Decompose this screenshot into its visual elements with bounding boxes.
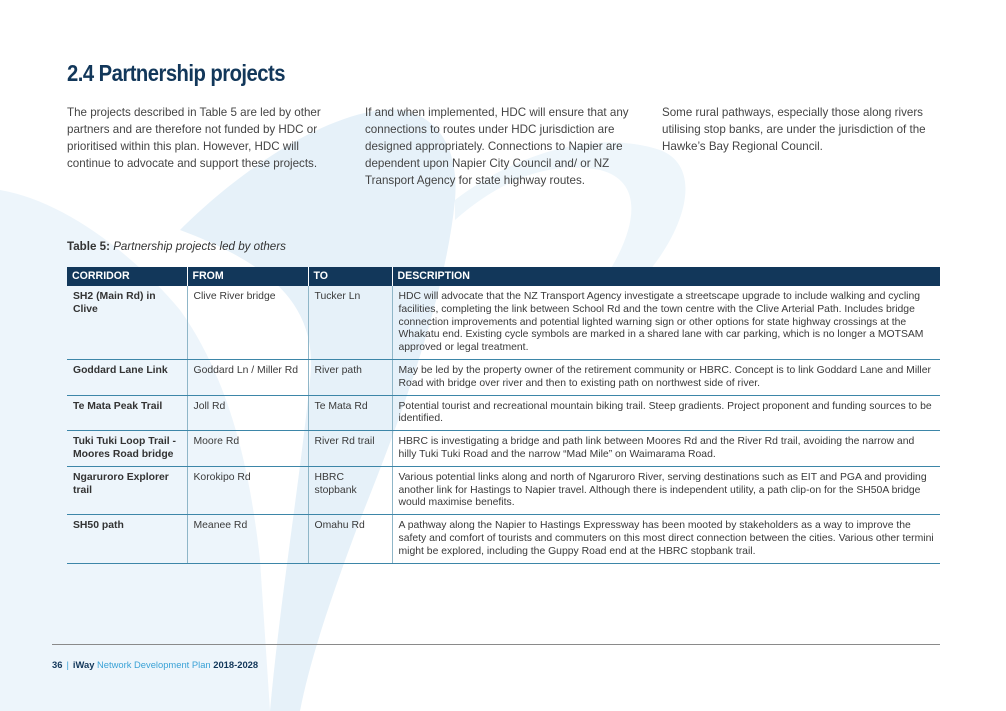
intro-paragraph-2: If and when implemented, HDC will ensure that any connections to routes under HDC jurisdiction are designed appropriately. Connections to Napier are dependent upon Napier City Council and/ or NZ Transport Agency for state highway routes. <box>365 106 629 187</box>
cell-description: HDC will advocate that the NZ Transport Agency investigate a streetscape upgrade to include walking and cycling facilities, completing the link between School Rd and the town centre with the Clive Arterial Path. Includes bridge connection improvements and potential lighted warning sign or other options for state highway crossings at the Whakatu end. Existing cycle symbols are marked in a shared lane with car parking, which is no longer a MOTSAM approved or legal treatment. <box>392 286 940 359</box>
cell-from: Moore Rd <box>187 431 308 467</box>
table-caption <box>67 240 286 253</box>
table-caption-text: Partnership projects led by others <box>113 240 286 253</box>
footer-separator: | <box>66 659 69 670</box>
cell-from: Clive River bridge <box>187 286 308 359</box>
cell-from: Meanee Rd <box>187 515 308 563</box>
table-row <box>67 359 940 395</box>
table-row <box>67 515 940 563</box>
cell-corridor: Ngaruroro Explorer trail <box>67 466 187 514</box>
table-row <box>67 395 940 431</box>
partnership-projects-table <box>67 267 940 564</box>
cell-description: May be led by the property owner of the retirement community or HBRC. Concept is to link Goddard Lane and Miller Road with bridge over river and then to existing path on northwest side of river. <box>392 359 940 395</box>
table-caption-label: Table 5: <box>67 240 110 253</box>
cell-to: HBRC stopbank <box>308 466 392 514</box>
section-heading: 2.4 Partnership projects <box>67 60 285 86</box>
cell-description: A pathway along the Napier to Hastings Expressway has been mooted by stakeholders as a way to improve the safety and comfort of tourists and commuters on this most direct connection between the cities. Various other termini might be explored, including the Guppy Road end at the HBRC stopbank trail. <box>392 515 940 563</box>
footer-divider <box>52 644 940 645</box>
cell-to: Tucker Ln <box>308 286 392 359</box>
intro-paragraph-3: Some rural pathways, especially those along rivers utilising stop banks, are under the jurisdiction of the Hawke’s Bay Regional Council. <box>662 106 926 153</box>
cell-to: Omahu Rd <box>308 515 392 563</box>
cell-corridor: Tuki Tuki Loop Trail - Moores Road bridge <box>67 431 187 467</box>
cell-from: Korokipo Rd <box>187 466 308 514</box>
cell-to: River Rd trail <box>308 431 392 467</box>
table-row <box>67 466 940 514</box>
header-from: FROM <box>187 267 308 286</box>
cell-description: Potential tourist and recreational mountain biking trail. Steep gradients. Project proponent and funding sources to be identified. <box>392 395 940 431</box>
header-to: TO <box>308 267 392 286</box>
header-corridor: CORRIDOR <box>67 267 187 286</box>
footer-doc-title: Network Development Plan <box>97 659 211 670</box>
cell-corridor: SH2 (Main Rd) in Clive <box>67 286 187 359</box>
cell-to: River path <box>308 359 392 395</box>
table-row <box>67 286 940 359</box>
page-footer <box>52 659 258 670</box>
cell-corridor: SH50 path <box>67 515 187 563</box>
cell-description: Various potential links along and north of Ngaruroro River, serving destinations such as EIT and PGA and providing another link for Hastings to Napier travel. Although there is independent utility, a path clip-on for the SH50A bridge would maximise benefits. <box>392 466 940 514</box>
table-row <box>67 431 940 467</box>
cell-to: Te Mata Rd <box>308 395 392 431</box>
intro-paragraph-1: The projects described in Table 5 are led by other partners and are therefore not funded by HDC or prioritised within this plan. However, HDC will continue to advocate and support these projects. <box>67 106 321 170</box>
cell-from: Joll Rd <box>187 395 308 431</box>
footer-brand: iWay <box>72 659 95 670</box>
cell-from: Goddard Ln / Miller Rd <box>187 359 308 395</box>
cell-corridor: Goddard Lane Link <box>67 359 187 395</box>
page-number: 36 <box>52 659 63 670</box>
cell-corridor: Te Mata Peak Trail <box>67 395 187 431</box>
cell-description: HBRC is investigating a bridge and path link between Moores Rd and the River Rd trail, avoiding the narrow and hilly Tuki Tuki Road and the narrow “Mad Mile” on Waimarama Road. <box>392 431 940 467</box>
header-description: DESCRIPTION <box>392 267 940 286</box>
footer-years: 2018-2028 <box>213 659 259 670</box>
table-header-row <box>67 267 940 286</box>
